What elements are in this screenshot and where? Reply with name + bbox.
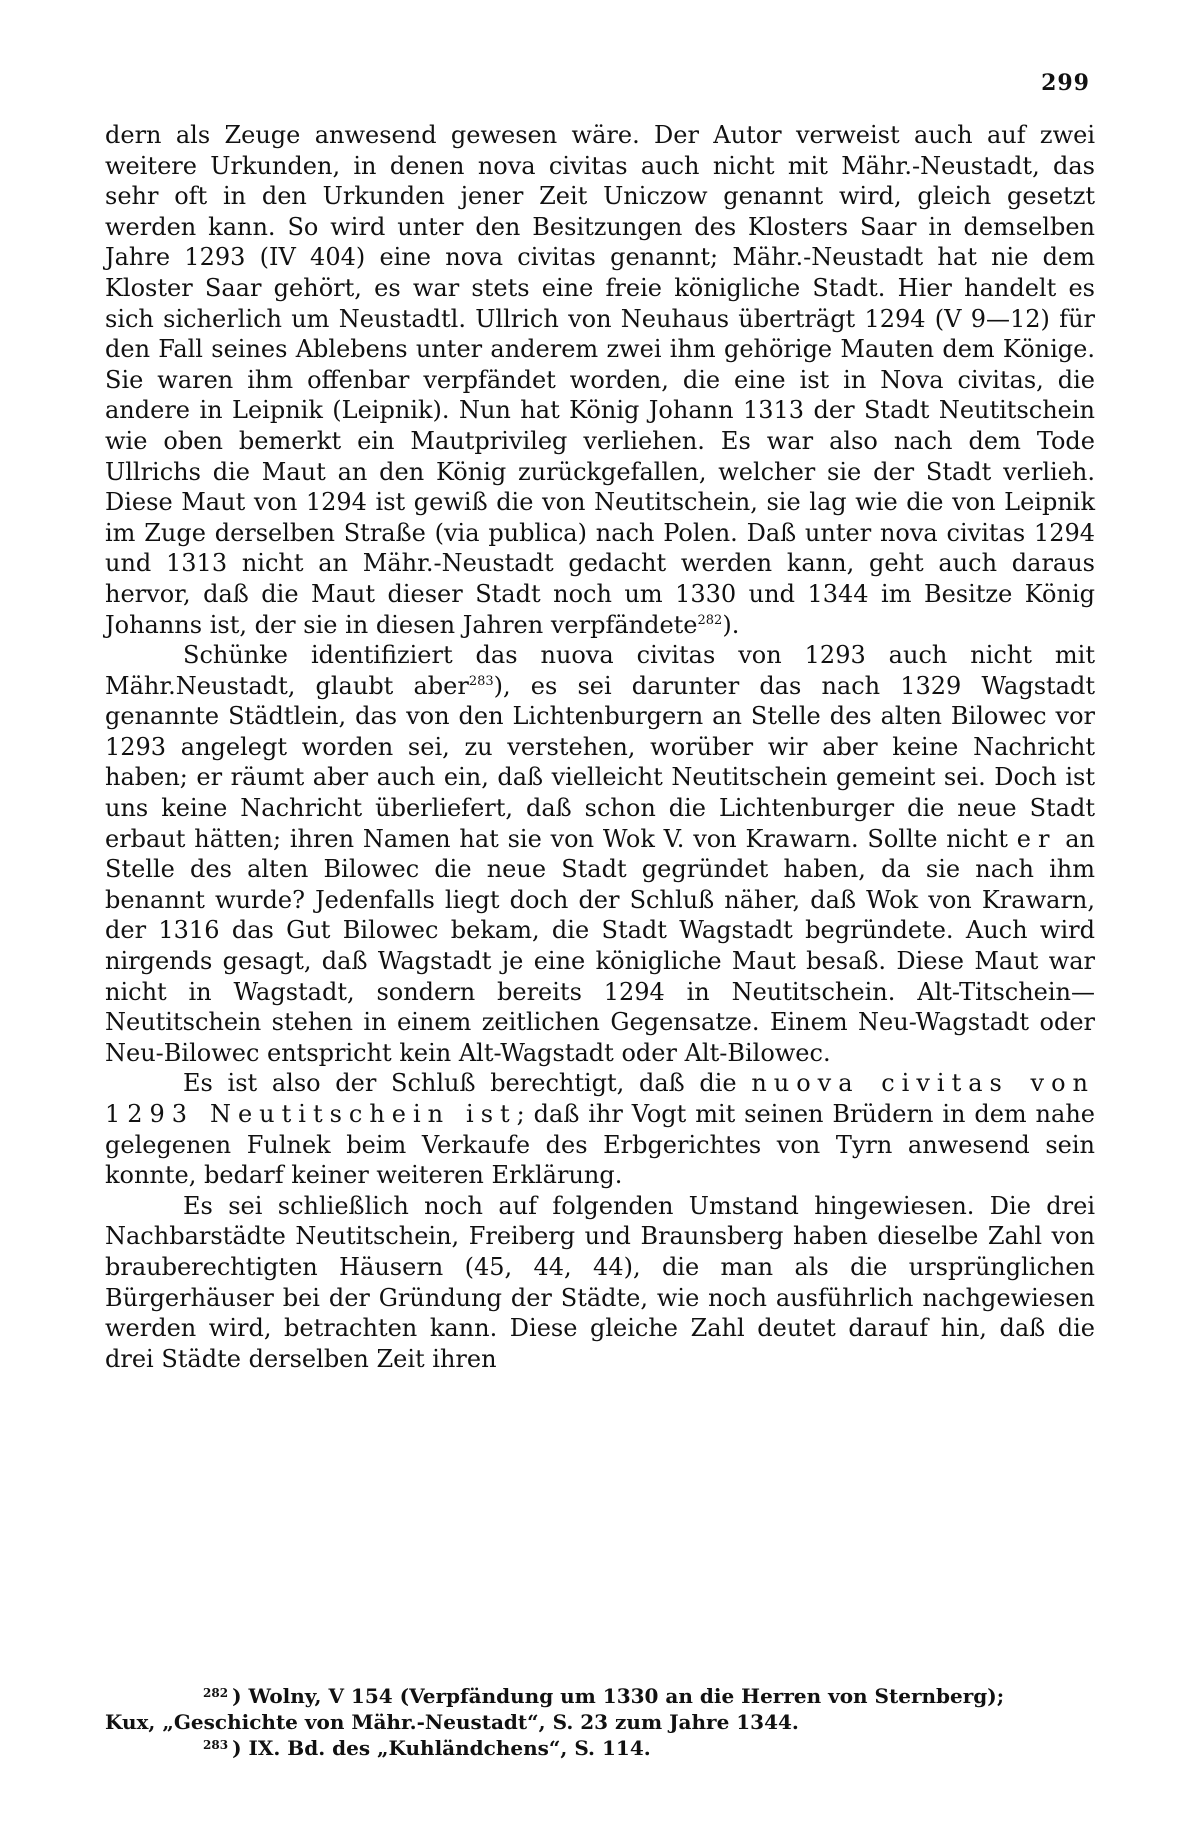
- text-run: ; daß ihr Vogt mit seinen Brüdern in dem nahe gelegenen Fulnek beim Verkaufe des Erbgerichtes von Tyrn anwesend sein konnte, bedarf keiner weiteren Erklärung.: [105, 1100, 1095, 1190]
- footnote-ref: 283: [468, 673, 494, 689]
- footnote-text: Wolny, V 154 (Verpfändung um 1330 an die Herren von Sternberg);: [248, 1684, 1005, 1708]
- paragraph: [105, 1191, 1095, 1375]
- footnote: $^{283}$ ) IX. Bd. des „Kuhländchens“, S. 114.: [203, 1736, 651, 1760]
- paragraph: [105, 120, 1095, 640]
- text-run: dern als Zeuge anwesend gewesen wäre. Der Autor verweist auch auf zwei weitere Urkunden, in denen nova civitas auch nicht mit Mähr.-Neustadt, das sehr oft in den Urkunden jener Zeit Uniczow genannt wird, gleich gesetzt werden kann. So wird unter den Besitzungen des Klosters Saar in demselben Jahre 1293 (IV 404) eine nova civitas genannt; Mähr.-Neustadt hat nie dem Kloster Saar gehört, es war stets eine freie königliche Stadt. Hier handelt es sich sicherlich um Neustadtl. Ullrich von Neuhaus überträgt 1294 (V 9—12) für den Fall seines Ablebens unter anderem zwei ihm gehörige Mauten dem Könige. Sie waren ihm offenbar verpfändet worden, die eine ist in Nova civitas, die andere in Leipnik (Leipnik). Nun hat König Johann 1313 der Stadt Neutitschein wie oben bemerkt ein Mautprivileg verliehen. Es war also nach dem Tode Ullrichs die Maut an den König zurückgefallen, welcher sie der Stadt verlieh. Diese Maut von 1294 ist gewiß die von Neutitschein, sie lag wie die von Leipnik im Zuge derselben Straße (via publica) nach Polen. Daß unter nova civitas 1294 und 1313 nicht an Mähr.-Neustadt gedacht werden kann, geht auch daraus hervor, daß die Maut dieser Stadt noch um 1330 und 1344 im Besitze König Johanns ist, der sie in diesen Jahren verpfändete: [105, 121, 1095, 639]
- emphasized-text: er: [1016, 824, 1057, 853]
- text-run: Es ist also der Schluß berechtigt, daß die: [183, 1069, 752, 1098]
- footnote: $^{282}$ ) Wolny, V 154 (Verpfändung um 1330 an die Herren von Sternberg);: [203, 1684, 1005, 1708]
- text-run: ).: [722, 610, 740, 639]
- text-run: ), es sei darunter das nach 1329 Wagstadt genannte Städtlein, das von den Lichtenburgern an Stelle des alten Bilowec vor 1293 angelegt worden sei, zu verstehen, worüber wir aber keine Nachricht haben; er räumt aber auch ein, daß vielleicht Neutitschein gemeint sei. Doch ist uns keine Nachricht überliefert, daß schon die Lichtenburger die neue Stadt erbaut hätten; ihren Namen hat sie von Wok V. von Krawarn. Sollte nicht: [105, 671, 1096, 853]
- footnote-continuation: [105, 1709, 1095, 1735]
- paragraph: [105, 640, 1095, 1068]
- footnotes: [105, 1683, 1095, 1761]
- paragraph: [105, 1068, 1095, 1190]
- footnote-mark: 283: [203, 1738, 229, 1752]
- footnote-ref: 282: [697, 612, 723, 628]
- page-number: 299: [1041, 70, 1090, 96]
- text-run: an Stelle des alten Bilowec die neue Stadt gegründet haben, da sie nach ihm benannt wurde? Jedenfalls liegt doch der Schluß näher, daß Wok von Krawarn, der 1316 das Gut Bilowec bekam, die Stadt Wagstadt begründete. Auch wird nirgends gesagt, daß Wagstadt je eine königliche Maut besaß. Diese Maut war nicht in Wagstadt, sondern bereits 1294 in Neutitschein. Alt-Titschein—Neutitschein stehen in einem zeitlichen Gegensatze. Einem Neu-Wagstadt oder Neu-Bilowec entspricht kein Alt-Wagstadt oder Alt-Bilowec.: [105, 824, 1095, 1067]
- text-run: Schünke identifiziert das nuova civitas von 1293 auch nicht mit Mähr.Neustadt, glaubt aber: [105, 641, 1095, 700]
- body-text: [105, 120, 1095, 1374]
- text-run: Es sei schließlich noch auf folgenden Umstand hingewiesen. Die drei Nachbarstädte Neutitschein, Freiberg und Braunsberg haben dieselbe Zahl von brauberechtigten Häusern (45, 44, 44), die man als die ursprünglichen Bürgerhäuser bei der Gründung der Städte, wie noch ausführlich nachgewiesen werden wird, betrachten kann. Diese gleiche Zahl deutet darauf hin, daß die drei Städte derselben Zeit ihren: [105, 1191, 1095, 1373]
- footnote-text: IX. Bd. des „Kuhländchens“, S. 114.: [248, 1736, 651, 1760]
- emphasized-text: nuova civitas von 1293 Neutitschein ist: [105, 1069, 1096, 1128]
- footnote-text: Kux, „Geschichte von Mähr.-Neustadt“, S. 23 zum Jahre 1344.: [105, 1710, 799, 1734]
- footnote-mark: 282: [203, 1686, 229, 1700]
